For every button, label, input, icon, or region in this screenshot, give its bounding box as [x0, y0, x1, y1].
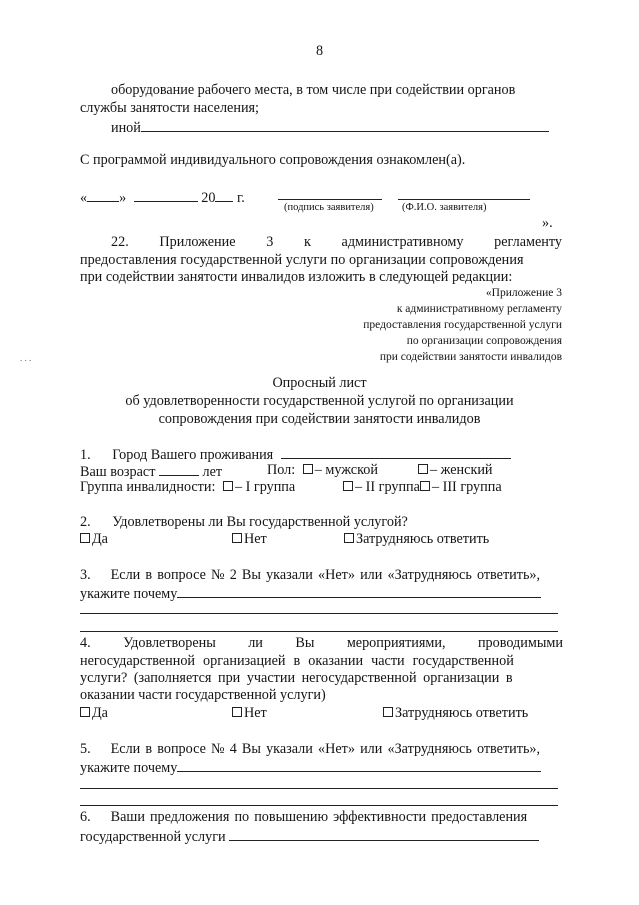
q2-yes-label: Да — [92, 531, 108, 547]
month-blank — [134, 187, 198, 202]
other-row — [111, 117, 549, 137]
q2-row — [80, 513, 408, 531]
appendix-line: по организации сопровождения — [406, 335, 562, 347]
item22-line-3: при содействии занятости инвалидов изложить в следующей редакции: — [80, 269, 513, 285]
q4-no-checkbox[interactable] — [232, 707, 242, 717]
age-label: Ваш возраст — [80, 464, 156, 480]
q2-no-label: Нет — [244, 531, 267, 547]
q5-line-2 — [80, 757, 541, 777]
q3-line-1 — [80, 566, 563, 584]
q4-yes-label: Да — [92, 705, 108, 721]
intro-line-2: службы занятости населения; — [80, 100, 259, 116]
item22-word: регламенту — [494, 234, 562, 250]
q6-blank — [229, 826, 539, 841]
q2-no — [232, 530, 267, 548]
year-suffix: г. — [237, 190, 245, 206]
age-unit: лет — [202, 464, 223, 480]
q2-number: 2. — [80, 514, 91, 530]
q1-number: 1. — [80, 447, 91, 463]
q4-number: 4. — [80, 635, 91, 651]
q6-number: 6. — [80, 809, 91, 825]
other-blank — [141, 117, 549, 132]
closing-quote: ». — [542, 215, 553, 231]
form-subtitle-1: об удовлетворенности государственной услугой по организации — [125, 393, 514, 409]
appendix-block — [363, 285, 562, 365]
fio-line — [398, 199, 530, 200]
page-number: 8 — [315, 43, 324, 59]
date-row — [80, 187, 245, 207]
q6-label: государственной услуги — [80, 829, 226, 845]
appendix-line: при содействии занятости инвалидов — [379, 351, 562, 363]
group2-label: – II группа — [355, 479, 420, 495]
other-label: иной — [111, 120, 141, 136]
female-checkbox[interactable] — [418, 464, 428, 474]
q6-line-2 — [80, 826, 539, 846]
q3-answer-line — [80, 631, 558, 632]
q4-no — [232, 704, 267, 722]
signature-caption: (подпись заявителя) — [284, 202, 374, 213]
gender-label: Пол: — [267, 462, 296, 478]
gender-group — [267, 461, 378, 479]
disability-label: Группа инвалидности: — [80, 479, 216, 495]
q2-no-checkbox[interactable] — [232, 533, 242, 543]
q4-line-2: негосударственной организацией в оказании части государственной — [80, 653, 514, 669]
q5-why-label: укажите почему — [80, 760, 178, 776]
appendix-line: к административному регламенту — [396, 303, 562, 315]
group1-checkbox[interactable] — [223, 481, 233, 491]
q4-unsure-checkbox[interactable] — [383, 707, 393, 717]
q4-no-label: Нет — [244, 705, 267, 721]
group2-checkbox[interactable] — [343, 481, 353, 491]
q2-text: Удовлетворены ли Вы государственной услугой? — [112, 514, 408, 530]
q4-yes-checkbox[interactable] — [80, 707, 90, 717]
q5-answer-line — [80, 805, 558, 806]
scan-mark: . . . — [20, 353, 32, 363]
item22-line-1 — [111, 233, 562, 251]
q6-text: Ваши предложения по повышению эффективности предоставления — [110, 809, 528, 825]
q4-unsure-label: Затрудняюсь ответить — [395, 705, 529, 721]
q4-line-1 — [80, 634, 563, 652]
item22-word: административному — [341, 234, 464, 250]
group1-label: – I группа — [234, 479, 296, 495]
year-prefix: 20 — [201, 190, 216, 206]
female-label: – женский — [430, 462, 493, 478]
q3-why-label: укажите почему — [80, 586, 178, 602]
close-quote: » — [119, 190, 127, 206]
q3-number: 3. — [80, 567, 91, 583]
city-blank — [281, 444, 511, 459]
year-blank — [215, 187, 233, 202]
q3-line-2 — [80, 583, 541, 603]
q2-yes — [80, 530, 108, 548]
q3-answer-line — [80, 613, 558, 614]
q3-why-blank — [177, 583, 541, 598]
item22-word: к — [303, 234, 311, 250]
q2-unsure — [344, 530, 489, 548]
form-title: Опросный лист — [272, 375, 367, 391]
q5-answer-line — [80, 788, 558, 789]
q2-unsure-checkbox[interactable] — [344, 533, 354, 543]
acquainted-text: С программой индивидуального сопровождения ознакомлен(а). — [80, 152, 466, 168]
open-quote: « — [80, 190, 88, 206]
q4-yes — [80, 704, 108, 722]
q3-text: Если в вопросе № 2 Вы указали «Нет» или «Затрудняюсь ответить», — [110, 567, 541, 583]
q4-line-4: оказании части государственной услуги) — [80, 687, 326, 703]
q1-row-disability — [80, 478, 295, 496]
q5-why-blank — [177, 757, 541, 772]
appendix-line: «Приложение 3 — [485, 287, 562, 299]
q5-number: 5. — [80, 741, 91, 757]
q4-word: Удовлетворены — [123, 635, 216, 651]
intro-line-1: оборудование рабочего места, в том числе при содействии органов — [111, 82, 516, 98]
group3-label: – III группа — [431, 479, 502, 495]
signature-line — [278, 199, 382, 200]
female-option — [418, 461, 493, 479]
appendix-line: предоставления государственной услуги — [363, 319, 562, 331]
male-checkbox[interactable] — [303, 464, 313, 474]
q5-text: Если в вопросе № 4 Вы указали «Нет» или «Затрудняюсь ответить», — [110, 741, 541, 757]
q5-line-1 — [80, 740, 563, 758]
q4-word: ли — [248, 635, 263, 651]
q2-unsure-label: Затрудняюсь ответить — [356, 531, 490, 547]
item22-word: Приложение — [159, 234, 236, 250]
q4-line-3: услуги? (заполняется при участии негосударственной организации в — [80, 670, 513, 686]
q2-yes-checkbox[interactable] — [80, 533, 90, 543]
fio-caption: (Ф.И.О. заявителя) — [402, 202, 487, 213]
city-label: Город Вашего проживания — [112, 447, 274, 463]
form-subtitle-2: сопровождения при содействии занятости инвалидов — [158, 411, 481, 427]
item22-line-2: предоставления государственной услуги по организации сопровождения — [80, 252, 524, 268]
q4-word: Вы — [295, 635, 315, 651]
item22-word: 3 — [266, 234, 274, 250]
q4-unsure — [383, 704, 528, 722]
item22-number: 22. — [111, 234, 129, 250]
day-blank — [87, 187, 119, 202]
q6-line-1 — [80, 808, 563, 826]
q4-word: мероприятиями, — [346, 635, 446, 651]
age-blank — [159, 461, 199, 476]
male-label: – мужской — [314, 462, 378, 478]
group2-group3-options — [343, 478, 502, 496]
q4-word: проводимыми — [477, 635, 563, 651]
group3-checkbox[interactable] — [420, 481, 430, 491]
